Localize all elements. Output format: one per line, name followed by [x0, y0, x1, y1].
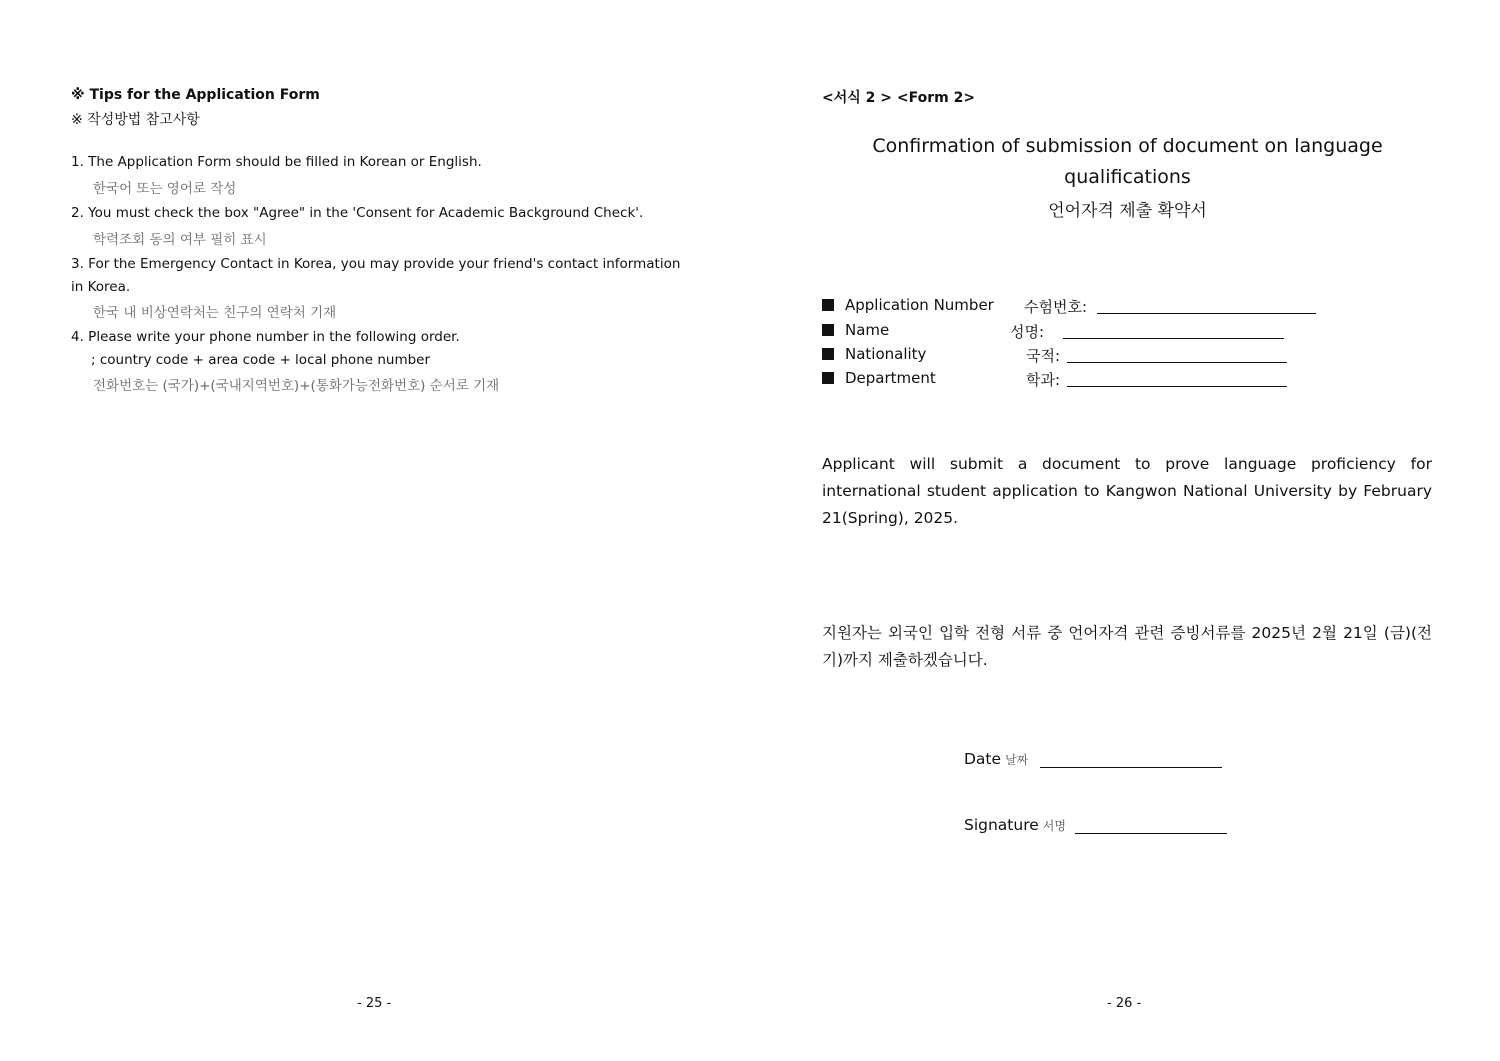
- page-number: - 25 -: [357, 996, 392, 1011]
- form-code: <서식 2 > <Form 2>: [822, 90, 976, 106]
- field-label: Application Number: [845, 296, 994, 314]
- square-bullet-icon: [822, 372, 834, 384]
- tip-3-korean: 한국 내 비상연락처는 친구의 연락처 기재: [93, 305, 337, 321]
- field-label-korean: 학과:: [1026, 371, 1061, 389]
- date-label-korean: 날짜: [1005, 753, 1029, 767]
- tips-title: ※ Tips for the Application Form: [71, 87, 320, 103]
- field-label-korean: 수험번호:: [1024, 298, 1088, 316]
- field-application-number: [822, 296, 1322, 318]
- square-bullet-icon: [822, 348, 834, 360]
- tip-3-line-1: 3. For the Emergency Contact in Korea, you may provide your friend's contact information: [71, 256, 681, 272]
- name-blank[interactable]: [1063, 338, 1284, 339]
- tip-4-korean: 전화번호는 (국가)+(국내지역번호)+(통화가능전화번호) 순서로 기재: [93, 378, 500, 394]
- date-blank[interactable]: [1040, 767, 1222, 768]
- tip-1: 1. The Application Form should be filled in Korean or English.: [71, 154, 482, 170]
- tip-2-korean: 학력조회 동의 여부 필히 표시: [93, 232, 267, 248]
- tip-2: 2. You must check the box "Agree" in the 'Consent for Academic Background Check'.: [71, 205, 644, 221]
- document-title-line-2: qualifications: [1064, 166, 1191, 188]
- field-nationality: [822, 345, 1322, 367]
- field-label: Name: [845, 321, 890, 339]
- field-label: Department: [845, 369, 936, 387]
- field-label-korean: 성명:: [1010, 323, 1045, 341]
- signature-label: Signature: [964, 816, 1039, 834]
- page-right: [750, 0, 1500, 1061]
- signature-label-korean: 서명: [1042, 819, 1066, 833]
- tips-subtitle: ※ 작성방법 참고사항: [71, 112, 200, 128]
- field-name: [822, 321, 1322, 343]
- page-number: - 26 -: [1107, 996, 1142, 1011]
- document-title-korean: 언어자격 제출 확약서: [1048, 201, 1207, 221]
- statement-english: Applicant will submit a document to prove language proficiency for international student application to Kangwon National University by February 21(Spring), 2025.: [822, 455, 1432, 527]
- square-bullet-icon: [822, 299, 834, 311]
- tip-3-line-2: in Korea.: [71, 279, 131, 295]
- date-row: [964, 750, 1028, 768]
- date-label: Date: [964, 750, 1002, 768]
- tip-4-detail: ; country code + area code + local phone number: [91, 352, 431, 368]
- department-blank[interactable]: [1067, 386, 1287, 387]
- signature-blank[interactable]: [1075, 833, 1227, 834]
- document-title-line-1: Confirmation of submission of document on language: [872, 135, 1383, 157]
- square-bullet-icon: [822, 324, 834, 336]
- signature-row: [964, 816, 1066, 834]
- field-label: Nationality: [845, 345, 927, 363]
- tip-4: 4. Please write your phone number in the following order.: [71, 329, 460, 345]
- nationality-blank[interactable]: [1067, 362, 1287, 363]
- tip-1-korean: 한국어 또는 영어로 작성: [93, 181, 237, 197]
- application-number-blank[interactable]: [1097, 313, 1316, 314]
- field-department: [822, 369, 1322, 391]
- statement-korean: 지원자는 외국인 입학 전형 서류 중 언어자격 관련 증빙서류를 2025년 2월 21일 (금)(전기)까지 제출하겠습니다.: [822, 624, 1432, 669]
- field-label-korean: 국적:: [1026, 347, 1061, 365]
